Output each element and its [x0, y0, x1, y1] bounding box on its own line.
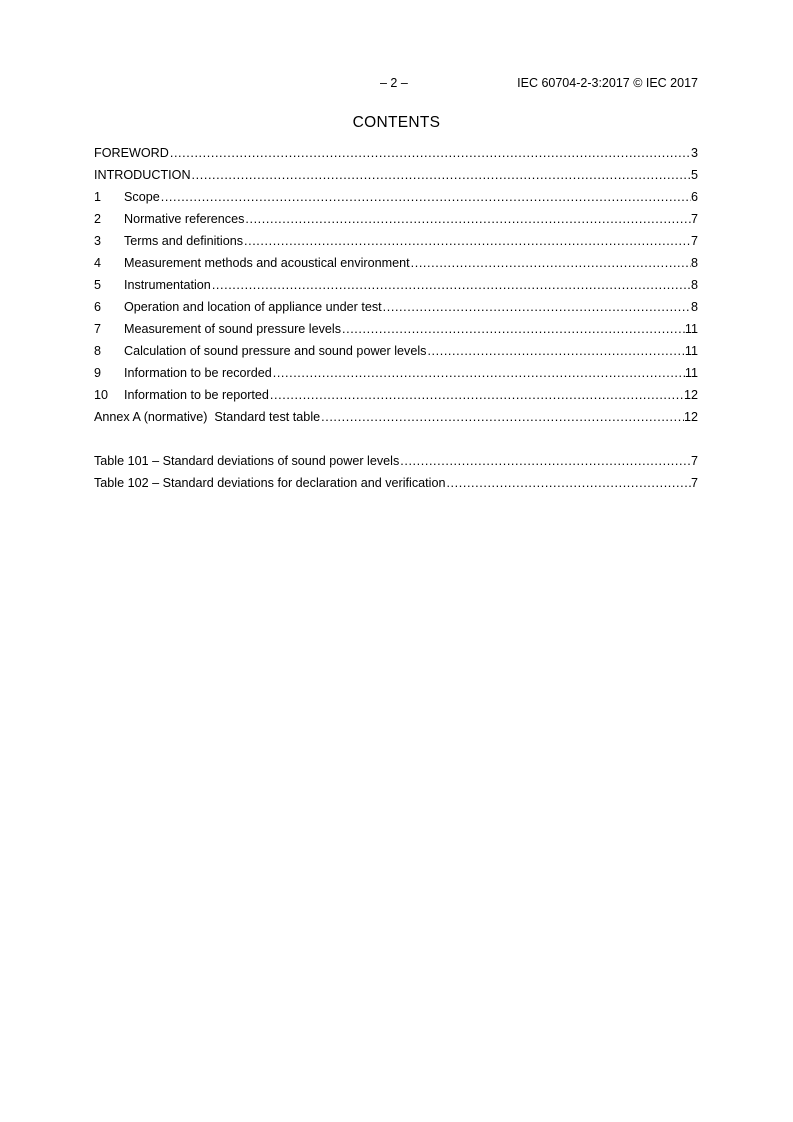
- toc-dot-leader: [211, 276, 691, 294]
- toc-entry-page: 7: [690, 212, 698, 226]
- toc-entry-page: 3: [690, 146, 698, 160]
- toc-entry-title: Calculation of sound pressure and sound power levels: [124, 344, 427, 358]
- toc-entry-title: Instrumentation: [124, 278, 211, 292]
- toc-entry-page: 11: [684, 366, 698, 380]
- toc-entry-title: Operation and location of appliance under test: [124, 300, 382, 314]
- toc-entry-number: 5: [94, 278, 102, 292]
- toc-entry-title: Measurement of sound pressure levels: [124, 322, 342, 336]
- toc-entry-title: Information to be reported: [124, 388, 269, 402]
- toc-entry-number: 4: [94, 256, 102, 270]
- toc-entry-page: 7: [690, 454, 698, 468]
- toc-entry-annex-a[interactable]: [94, 408, 698, 430]
- toc-entry-title: Measurement methods and acoustical environment: [124, 256, 410, 270]
- toc-entry-introduction[interactable]: [94, 166, 698, 188]
- toc-entry-page: 11: [684, 322, 698, 336]
- toc-entry-instrumentation[interactable]: [94, 276, 698, 298]
- toc-dot-leader: [243, 232, 691, 250]
- toc-entry-page: 5: [690, 168, 698, 182]
- toc-entry-number: 8: [94, 344, 102, 358]
- toc-entry-number: 10: [94, 388, 109, 402]
- toc-entry-operation-and-location[interactable]: [94, 298, 698, 320]
- toc-dot-leader: [244, 210, 691, 228]
- table-of-contents: [94, 144, 698, 430]
- toc-entry-page: 8: [690, 300, 698, 314]
- toc-dot-leader: [426, 342, 684, 360]
- toc-entry-number: 2: [94, 212, 102, 226]
- toc-entry-page: 8: [690, 256, 698, 270]
- toc-entry-page: 12: [683, 410, 698, 424]
- toc-entry-page: 12: [683, 388, 698, 402]
- toc-entry-title: INTRODUCTION: [94, 168, 191, 182]
- document-reference: IEC 60704-2-3:2017 © IEC 2017: [517, 76, 698, 90]
- toc-entry-measurement-methods[interactable]: [94, 254, 698, 276]
- toc-entry-title: Scope: [124, 190, 160, 204]
- toc-entry-title: Terms and definitions: [124, 234, 244, 248]
- toc-entry-information-to-be-reported[interactable]: [94, 386, 698, 408]
- toc-entry-title: Annex A (normative) Standard test table: [94, 410, 321, 424]
- toc-entry-calculation[interactable]: [94, 342, 698, 364]
- toc-entry-title: Table 102 – Standard deviations for declaration and verification: [94, 476, 446, 490]
- toc-dot-leader: [169, 144, 691, 162]
- toc-entry-number: 9: [94, 366, 102, 380]
- toc-dot-leader: [382, 298, 691, 316]
- toc-entry-number: 1: [94, 190, 102, 204]
- toc-dot-leader: [269, 386, 684, 404]
- toc-entry-table-102[interactable]: [94, 474, 698, 496]
- toc-entry-page: 11: [684, 344, 698, 358]
- page-header: [94, 76, 698, 92]
- toc-entry-number: 7: [94, 322, 102, 336]
- toc-entry-title: Normative references: [124, 212, 245, 226]
- toc-entry-page: 7: [690, 476, 698, 490]
- toc-entry-foreword[interactable]: [94, 144, 698, 166]
- toc-dot-leader: [341, 320, 685, 338]
- toc-entry-page: 8: [690, 278, 698, 292]
- toc-dot-leader: [445, 474, 691, 492]
- toc-dot-leader: [399, 452, 691, 470]
- toc-entry-normative-references[interactable]: [94, 210, 698, 232]
- toc-entry-title: Table 101 – Standard deviations of sound power levels: [94, 454, 400, 468]
- toc-dot-leader: [410, 254, 691, 272]
- page-number: – 2 –: [380, 76, 408, 90]
- toc-entry-information-to-be-recorded[interactable]: [94, 364, 698, 386]
- toc-entry-table-101[interactable]: [94, 452, 698, 474]
- toc-dot-leader: [191, 166, 691, 184]
- toc-dot-leader: [320, 408, 684, 426]
- toc-entry-measurement-of-sound-pressure[interactable]: [94, 320, 698, 342]
- contents-title: CONTENTS: [352, 114, 441, 131]
- toc-entry-title: FOREWORD: [94, 146, 169, 160]
- toc-entry-page: 7: [690, 234, 698, 248]
- toc-entry-number: 6: [94, 300, 102, 314]
- list-of-tables: [94, 452, 698, 496]
- toc-entry-terms-and-definitions[interactable]: [94, 232, 698, 254]
- toc-dot-leader: [272, 364, 685, 382]
- toc-entry-page: 6: [690, 190, 698, 204]
- toc-entry-scope[interactable]: [94, 188, 698, 210]
- toc-dot-leader: [160, 188, 691, 206]
- toc-entry-title: Information to be recorded: [124, 366, 272, 380]
- toc-entry-number: 3: [94, 234, 102, 248]
